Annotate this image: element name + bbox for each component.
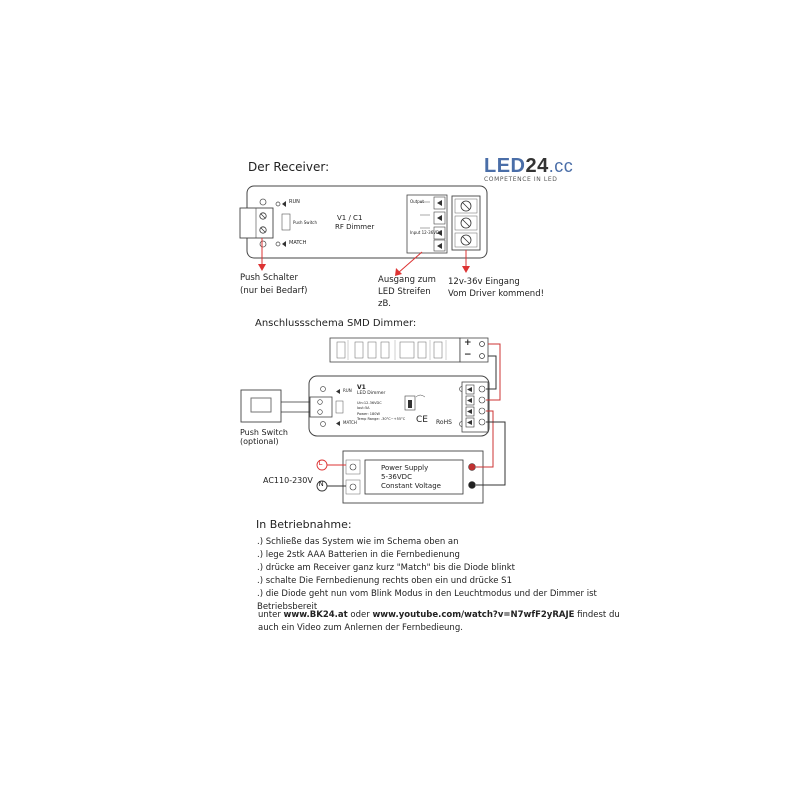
step-5: .) die Diode geht nun vom Blink Modus in den Leuchtmodus und der Dimmer ist (257, 589, 597, 599)
logo-part1: LED (484, 155, 526, 177)
dimmer-spec3: Power: 180W (357, 412, 380, 416)
step-4: .) schalte Die Fernbedienung rechts oben ein und drücke S1 (257, 576, 512, 586)
link-bk24[interactable]: www.BK24.at (283, 610, 348, 620)
callout-input-line1: 12v-36v Eingang (448, 277, 520, 287)
callout-push-line2: (nur bei Bedarf) (240, 286, 308, 296)
dimmer-title: V1 (357, 384, 366, 391)
receiver-model-sub: RF Dimmer (335, 223, 375, 231)
psu-line3: Constant Voltage (381, 482, 441, 490)
receiver-model: V1 / C1 (337, 214, 363, 222)
ac-n-label: N (318, 480, 324, 488)
ce-mark: CE (416, 415, 428, 425)
receiver-push-label: Push Switch (293, 220, 317, 225)
link-youtube[interactable]: www.youtube.com/watch?v=N7wfF2yRAJE (372, 610, 575, 620)
dimmer-sub: LED Dimmer (357, 391, 386, 396)
step-5-continuation: Betriebsbereit (257, 602, 318, 612)
link-suffix: findest du (574, 610, 620, 620)
dimmer-spec1: Uin:12-36VDC (357, 401, 382, 405)
dimmer-spec2: Iout:5A (357, 406, 370, 410)
callout-output-line3: zB. (378, 299, 391, 309)
dimmer-spec4: Temp Range: -30°C~+55°C (357, 417, 406, 421)
link-prefix: unter (258, 610, 284, 620)
rohs-mark: RoHS (436, 419, 452, 426)
receiver-output-label: Output (410, 199, 424, 204)
switch-label2: (optional) (240, 437, 279, 446)
video-links-line (258, 609, 620, 622)
ac-voltage-label: AC110-230V (263, 476, 313, 485)
step-1: .) Schließe das System wie im Schema oben an (257, 537, 459, 547)
dimmer-match-label: MATCH (343, 420, 357, 425)
callout-output-line1: Ausgang zum (378, 275, 436, 285)
psu-line2: 5-36VDC (381, 473, 412, 481)
schema-heading: Anschlussschema SMD Dimmer: (255, 318, 417, 329)
receiver-match-label: MATCH (289, 240, 307, 246)
logo-tagline: COMPETENCE IN LED (484, 176, 558, 183)
logo-part2: 24 (525, 155, 549, 177)
receiver-run-label: RUN (289, 199, 300, 205)
strip-minus: − (464, 350, 472, 360)
step-3: .) drücke am Receiver ganz kurz "Match" bis die Diode blinkt (257, 563, 515, 573)
psu-line1: Power Supply (381, 464, 429, 472)
link-mid: oder (347, 610, 373, 620)
callout-input-line2: Vom Driver kommend! (448, 289, 544, 299)
dimmer-run-label: RUN (343, 388, 352, 393)
video-links-line2: auch ein Video zum Anlernen der Fernbedieung. (258, 623, 463, 633)
receiver-input-label: Input 12-36VDC (410, 230, 442, 235)
callout-output-line2: LED Streifen (378, 287, 431, 297)
callout-push-line1: Push Schalter (240, 273, 298, 283)
switch-label1: Push Switch (240, 428, 288, 437)
logo-part3: .cc (548, 156, 574, 176)
instructions-heading: In Betriebnahme: (256, 518, 352, 531)
strip-plus: + (464, 338, 472, 348)
ac-l-label: L (318, 459, 323, 467)
receiver-heading: Der Receiver: (248, 160, 330, 174)
step-2: .) lege 2stk AAA Batterien in die Fernbedienung (257, 550, 460, 560)
